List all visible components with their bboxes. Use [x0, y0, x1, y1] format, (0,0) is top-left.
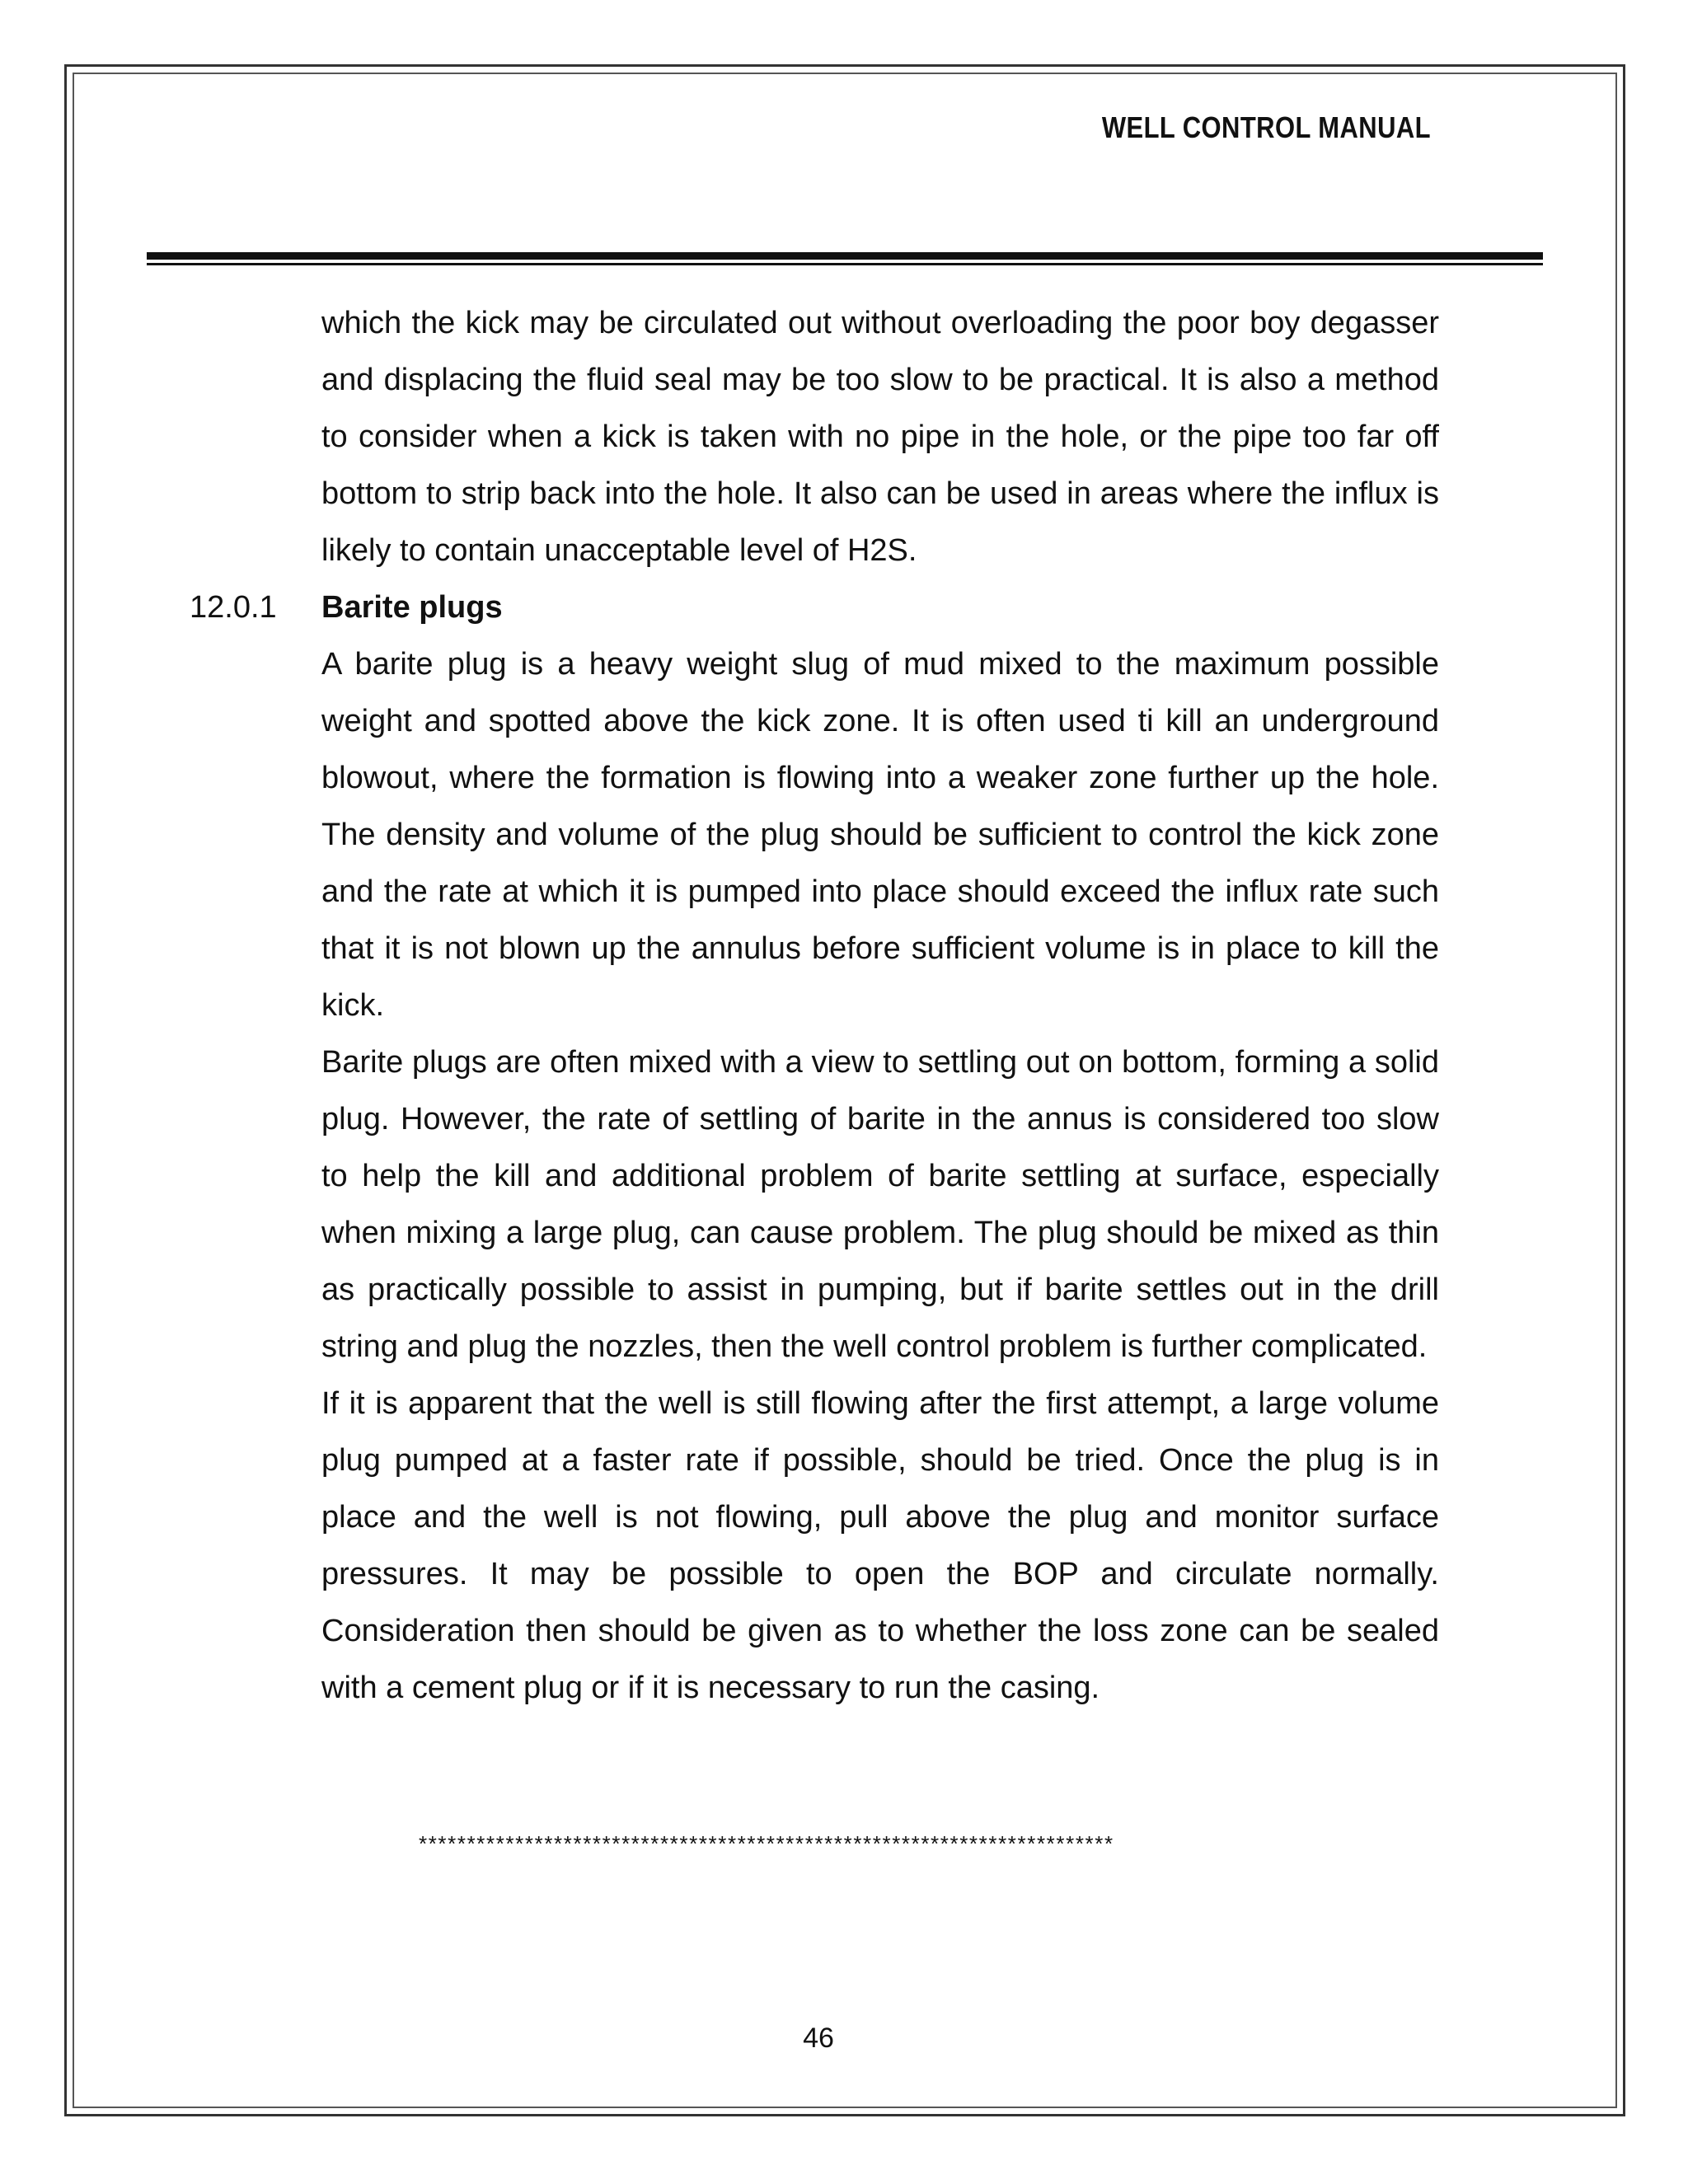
section-heading	[190, 579, 1439, 636]
section-title: Barite plugs	[321, 590, 503, 625]
paragraph-barite-definition: A barite plug is a heavy weight slug of mud mixed to the maximum possible weight and spotted above the kick zone. It is often used ti kill an underground blowout, where the formation is flowing into a weaker zone further up the hole. The density and volume of the plug should be sufficient to control the kick zone and the rate at which it is pumped into place should exceed the influx rate such that it is not blown up the annulus before sufficient volume is in place to kill the kick.	[321, 647, 1439, 1023]
page-number: 46	[803, 2022, 834, 2054]
header-rule-thick	[147, 252, 1543, 260]
body-text	[190, 295, 1439, 1717]
section-number: 12.0.1	[190, 590, 277, 625]
paragraph-barite-second-attempt: If it is apparent that the well is still flowing after the first attempt, a large volume plug pumped at a faster rate if possible, should be tried. Once the plug is in place and the well is not flowing, pull above the plug and monitor surface pressures. It may be possible to open the BOP and circulate normally. Consideration then should be given as to whether the loss zone can be sealed with a cement plug or if it is necessary to run the casing.	[321, 1386, 1439, 1705]
header-rule-thin	[147, 263, 1543, 265]
section-separator: ************************************************************************	[419, 1831, 1114, 1856]
paragraph-barite-settling: Barite plugs are often mixed with a view to settling out on bottom, forming a solid plug. However, the rate of settling of barite in the annus is considered too slow to help the kill and additional problem of barite settling at surface, especially when mixing a large plug, can cause problem. The plug should be mixed as thin as practically possible to assist in pumping, but if barite settles out in the drill string and plug the nozzles, then the well control problem is further complicated.	[321, 1045, 1439, 1364]
running-header: WELL CONTROL MANUAL	[1101, 110, 1431, 144]
intro-paragraph: which the kick may be circulated out without overloading the poor boy degasser and displacing the fluid seal may be too slow to be practical. It is also a method to consider when a kick is taken with no pipe in the hole, or the pipe too far off bottom to strip back into the hole. It also can be used in areas where the influx is likely to contain unacceptable level of H2S.	[321, 306, 1439, 568]
